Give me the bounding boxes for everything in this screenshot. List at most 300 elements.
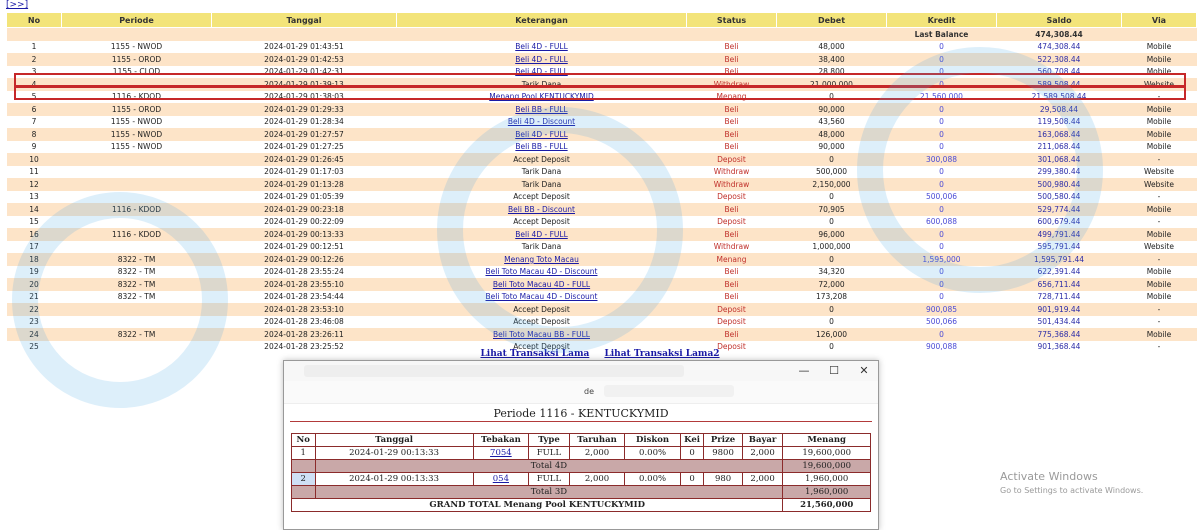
cell-no: 25 (7, 341, 62, 354)
cell-no: 24 (7, 328, 62, 341)
cell-keterangan[interactable] (397, 128, 687, 141)
cell-via: Website (1122, 78, 1197, 91)
keterangan-link[interactable]: Beli Toto Macau 4D - Discount (485, 292, 598, 302)
window-titlebar[interactable] (284, 361, 878, 381)
table-row (7, 228, 1197, 241)
header-status: Status (687, 13, 777, 28)
last-balance-label: Last Balance (887, 28, 997, 41)
cell-saldo: 163,068.44 (997, 128, 1122, 141)
cell-periode (62, 216, 212, 229)
cell-debet: 0 (777, 303, 887, 316)
header-via: Via (1122, 13, 1197, 28)
cell-via: - (1122, 91, 1197, 104)
cell-kredit: 0 (887, 41, 997, 54)
keterangan-link[interactable]: Beli Toto Macau 4D - FULL (492, 279, 591, 289)
cell-keterangan[interactable] (397, 203, 687, 216)
link-older-transactions-2[interactable]: Lihat Transaksi Lama2 (604, 349, 720, 359)
table-row (7, 253, 1197, 266)
cell-no: 19 (7, 266, 62, 279)
cell-debet: 48,000 (777, 128, 887, 141)
pool-prize: 980 (704, 473, 742, 486)
cell-saldo: 500,980.44 (997, 178, 1122, 191)
table-row (7, 291, 1197, 304)
table-row (7, 266, 1197, 279)
header-kredit: Kredit (887, 13, 997, 28)
cell-saldo: 522,308.44 (997, 53, 1122, 66)
cell-debet: 0 (777, 316, 887, 329)
cell-kredit: 0 (887, 66, 997, 79)
cell-via: Mobile (1122, 53, 1197, 66)
cell-status: Deposit (687, 303, 777, 316)
pool-detail-table (291, 433, 871, 512)
cell-no: 3 (7, 66, 62, 79)
cell-keterangan[interactable] (397, 253, 687, 266)
cell-keterangan: Accept Deposit (397, 316, 687, 329)
table-header-row (7, 13, 1197, 28)
pool-menang: 1,960,000 (783, 473, 871, 486)
cell-kredit: 0 (887, 278, 997, 291)
cell-periode: 1155 - NWOD (62, 128, 212, 141)
table-row (7, 316, 1197, 329)
cell-via: - (1122, 216, 1197, 229)
cell-tanggal: 2024-01-29 01:39:13 (212, 78, 397, 91)
keterangan-link[interactable]: Beli 4D - FULL (515, 54, 568, 64)
cell-saldo: 1,595,791.44 (997, 253, 1122, 266)
cell-kredit: 0 (887, 116, 997, 129)
cell-status: Beli (687, 203, 777, 216)
cell-keterangan[interactable] (397, 278, 687, 291)
cell-no: 18 (7, 253, 62, 266)
cell-kredit: 0 (887, 241, 997, 254)
cell-periode: 1155 - NWOD (62, 41, 212, 54)
keterangan-link[interactable]: Beli Toto Macau BB - FULL (493, 329, 590, 339)
cell-via: - (1122, 153, 1197, 166)
pool-total-label: Total 4D (315, 460, 783, 473)
keterangan-link[interactable]: Menang Toto Macau (504, 254, 579, 264)
cell-no: 4 (7, 78, 62, 91)
title-divider (290, 421, 872, 422)
cell-periode: 1155 - OROD (62, 103, 212, 116)
cell-tanggal: 2024-01-29 00:23:18 (212, 203, 397, 216)
cell-debet: 21,000,000 (777, 78, 887, 91)
cell-periode: 8322 - TM (62, 266, 212, 279)
cell-saldo: 728,711.44 (997, 291, 1122, 304)
keterangan-link[interactable]: Beli BB - Discount (507, 204, 575, 214)
cell-tanggal: 2024-01-29 01:42:31 (212, 66, 397, 79)
cell-kredit: 0 (887, 141, 997, 154)
cell-via: Mobile (1122, 266, 1197, 279)
cell-debet: 126,000 (777, 328, 887, 341)
pool-total-label: Total 3D (315, 486, 783, 499)
pool-kei: 0 (680, 447, 704, 460)
cell-tanggal: 2024-01-28 23:53:10 (212, 303, 397, 316)
pool-tanggal: 2024-01-29 00:13:33 (315, 447, 473, 460)
cell-status: Deposit (687, 316, 777, 329)
cell-via: - (1122, 316, 1197, 329)
table-row (7, 303, 1197, 316)
cell-keterangan[interactable] (397, 103, 687, 116)
cell-via: Mobile (1122, 103, 1197, 116)
cell-periode: 8322 - TM (62, 278, 212, 291)
cell-via: Mobile (1122, 66, 1197, 79)
pool-taruhan: 2,000 (569, 447, 625, 460)
cell-periode: 1116 - KDOD (62, 203, 212, 216)
cell-tanggal: 2024-01-29 01:27:57 (212, 128, 397, 141)
keterangan-link[interactable]: Beli 4D - FULL (515, 229, 568, 239)
cell-periode (62, 303, 212, 316)
cell-kredit: 500,066 (887, 316, 997, 329)
cell-via: Website (1122, 178, 1197, 191)
pool-diskon: 0.00% (625, 447, 681, 460)
cell-keterangan[interactable] (397, 328, 687, 341)
cell-kredit: 500,006 (887, 191, 997, 204)
cell-kredit: 900,088 (887, 341, 997, 354)
cell-saldo: 29,508.44 (997, 103, 1122, 116)
cell-via: Website (1122, 241, 1197, 254)
cell-periode: 8322 - TM (62, 253, 212, 266)
link-older-transactions[interactable]: Lihat Transaksi Lama (480, 349, 590, 359)
pool-total-value: 1,960,000 (783, 486, 871, 499)
cell-status: Deposit (687, 216, 777, 229)
cell-status: Deposit (687, 153, 777, 166)
last-balance-value: 474,308.44 (997, 28, 1122, 41)
cell-no: 15 (7, 216, 62, 229)
cell-saldo: 500,580.44 (997, 191, 1122, 204)
cell-status: Withdraw (687, 178, 777, 191)
cell-status: Withdraw (687, 241, 777, 254)
table-row (7, 128, 1197, 141)
cell-status: Withdraw (687, 166, 777, 179)
cell-tanggal: 2024-01-29 00:12:51 (212, 241, 397, 254)
cell-periode: 8322 - TM (62, 291, 212, 304)
cell-saldo: 589,508.44 (997, 78, 1122, 91)
header-saldo: Saldo (997, 13, 1122, 28)
table-row (7, 116, 1197, 129)
cell-debet: 43,560 (777, 116, 887, 129)
cell-kredit: 0 (887, 78, 997, 91)
cell-via: - (1122, 341, 1197, 354)
pool-header-row (292, 434, 871, 447)
close-icon[interactable]: ✕ (859, 364, 869, 377)
cell-via: - (1122, 253, 1197, 266)
pool-bayar: 2,000 (742, 447, 783, 460)
tebakan-link[interactable]: 7054 (490, 448, 512, 458)
grand-total-row (292, 499, 871, 512)
activate-windows-notice (1000, 470, 1143, 495)
cell-no: 6 (7, 103, 62, 116)
pool-row (292, 447, 871, 460)
table-row (7, 278, 1197, 291)
cell-saldo: 529,774.44 (997, 203, 1122, 216)
cell-no: 20 (7, 278, 62, 291)
pool-header-tanggal: Tanggal (315, 434, 473, 447)
cell-periode (62, 191, 212, 204)
cell-debet: 48,000 (777, 41, 887, 54)
cell-status: Withdraw (687, 78, 777, 91)
cell-status: Beli (687, 141, 777, 154)
cell-saldo: 775,368.44 (997, 328, 1122, 341)
cell-saldo: 21,589,508.44 (997, 91, 1122, 104)
header-keterangan: Keterangan (397, 13, 687, 28)
cell-tanggal: 2024-01-29 01:13:28 (212, 178, 397, 191)
cell-saldo: 501,434.44 (997, 316, 1122, 329)
cell-status: Beli (687, 128, 777, 141)
cell-via: Mobile (1122, 141, 1197, 154)
cell-keterangan: Accept Deposit (397, 153, 687, 166)
url-fragment: de (584, 387, 594, 396)
table-row (7, 103, 1197, 116)
cell-debet: 90,000 (777, 141, 887, 154)
cell-keterangan: Tarik Dana (397, 166, 687, 179)
pool-diskon: 0.00% (625, 473, 681, 486)
older-transactions-links (0, 349, 1200, 359)
pool-type: FULL (529, 447, 570, 460)
cell-saldo: 622,391.44 (997, 266, 1122, 279)
cell-status: Beli (687, 228, 777, 241)
cell-status: Beli (687, 328, 777, 341)
cell-kredit: 0 (887, 128, 997, 141)
cell-periode: 1155 - OROD (62, 53, 212, 66)
maximize-icon[interactable]: ☐ (829, 364, 839, 377)
cell-saldo: 211,068.44 (997, 141, 1122, 154)
cell-keterangan[interactable] (397, 66, 687, 79)
pool-header-diskon: Diskon (625, 434, 681, 447)
transaction-table (6, 12, 1197, 353)
cell-via: Mobile (1122, 328, 1197, 341)
cell-keterangan[interactable] (397, 291, 687, 304)
keterangan-link[interactable]: Beli 4D - FULL (515, 67, 568, 77)
cell-keterangan[interactable] (397, 53, 687, 66)
cell-periode (62, 166, 212, 179)
table-row (7, 141, 1197, 154)
keterangan-link[interactable]: Beli BB - FULL (515, 104, 568, 114)
cell-status: Beli (687, 266, 777, 279)
cell-kredit: 0 (887, 291, 997, 304)
cell-keterangan[interactable] (397, 141, 687, 154)
cell-periode (62, 178, 212, 191)
cell-via: Website (1122, 166, 1197, 179)
cell-tanggal: 2024-01-29 01:38:03 (212, 91, 397, 104)
cell-via: - (1122, 303, 1197, 316)
cell-keterangan: Accept Deposit (397, 303, 687, 316)
cell-via: Mobile (1122, 128, 1197, 141)
cell-no: 17 (7, 241, 62, 254)
cell-debet: 173,208 (777, 291, 887, 304)
cell-debet: 0 (777, 253, 887, 266)
cell-debet: 0 (777, 216, 887, 229)
pool-header-kei: Kei (680, 434, 704, 447)
pool-tebakan[interactable] (473, 473, 529, 486)
cell-periode: 1155 - CLOD (62, 66, 212, 79)
cell-status: Beli (687, 41, 777, 54)
keterangan-link[interactable]: Beli 4D - Discount (507, 117, 576, 127)
cell-no: 1 (7, 41, 62, 54)
pool-prize: 9800 (704, 447, 742, 460)
cell-via: Mobile (1122, 291, 1197, 304)
cell-status: Beli (687, 116, 777, 129)
header-debet: Debet (777, 13, 887, 28)
cell-tanggal: 2024-01-29 00:22:09 (212, 216, 397, 229)
cell-kredit: 0 (887, 166, 997, 179)
cell-keterangan[interactable] (397, 266, 687, 279)
cell-debet: 96,000 (777, 228, 887, 241)
cell-keterangan[interactable] (397, 116, 687, 129)
cell-kredit: 0 (887, 266, 997, 279)
cell-via: Mobile (1122, 41, 1197, 54)
cell-saldo: 299,380.44 (997, 166, 1122, 179)
cell-no: 12 (7, 178, 62, 191)
cell-tanggal: 2024-01-28 23:25:52 (212, 341, 397, 354)
cell-no: 22 (7, 303, 62, 316)
header-no: No (7, 13, 62, 28)
grand-total-value: 21,560,000 (783, 499, 871, 512)
pool-bayar: 2,000 (742, 473, 783, 486)
cell-debet: 90,000 (777, 103, 887, 116)
table-row (7, 203, 1197, 216)
pool-type: FULL (529, 473, 570, 486)
cell-saldo: 901,368.44 (997, 341, 1122, 354)
cell-no: 11 (7, 166, 62, 179)
table-row (7, 216, 1197, 229)
header-periode: Periode (62, 13, 212, 28)
cell-debet: 0 (777, 191, 887, 204)
cell-keterangan: Tarik Dana (397, 78, 687, 91)
cell-tanggal: 2024-01-29 01:27:25 (212, 141, 397, 154)
pool-header-bayar: Bayar (742, 434, 783, 447)
cell-status: Beli (687, 103, 777, 116)
cell-saldo: 595,791.44 (997, 241, 1122, 254)
table-row (7, 66, 1197, 79)
cell-periode: 1116 - KDOD (62, 91, 212, 104)
cell-via: Mobile (1122, 203, 1197, 216)
pool-header-prize: Prize (704, 434, 742, 447)
keterangan-link[interactable]: Beli 4D - FULL (515, 42, 568, 52)
cell-no: 5 (7, 91, 62, 104)
cell-status: Beli (687, 278, 777, 291)
table-row (7, 166, 1197, 179)
cell-no: 21 (7, 291, 62, 304)
cell-keterangan: Tarik Dana (397, 241, 687, 254)
cell-periode: 1155 - NWOD (62, 141, 212, 154)
cell-keterangan[interactable] (397, 91, 687, 104)
activate-windows-title: Activate Windows (1000, 470, 1098, 483)
cell-keterangan[interactable] (397, 228, 687, 241)
cell-tanggal: 2024-01-29 01:28:34 (212, 116, 397, 129)
last-balance-row (7, 28, 1197, 41)
pool-header-no: No (292, 434, 316, 447)
cell-keterangan: Accept Deposit (397, 216, 687, 229)
cell-tanggal: 2024-01-29 00:12:26 (212, 253, 397, 266)
table-row (7, 41, 1197, 54)
cell-kredit: 0 (887, 203, 997, 216)
pool-taruhan: 2,000 (569, 473, 625, 486)
pool-header-menang: Menang (783, 434, 871, 447)
pool-detail-window[interactable] (283, 360, 879, 530)
cell-keterangan[interactable] (397, 41, 687, 54)
cell-via: - (1122, 191, 1197, 204)
cell-keterangan: Tarik Dana (397, 178, 687, 191)
keterangan-link[interactable]: Beli Toto Macau 4D - Discount (485, 267, 598, 277)
pool-row (292, 473, 871, 486)
cell-saldo: 474,308.44 (997, 41, 1122, 54)
cell-periode: 1155 - NWOD (62, 116, 212, 129)
cell-kredit: 300,088 (887, 153, 997, 166)
cell-status: Menang (687, 91, 777, 104)
pool-header-taruhan: Taruhan (569, 434, 625, 447)
cell-kredit: 1,595,000 (887, 253, 997, 266)
cell-no: 13 (7, 191, 62, 204)
header-tanggal: Tanggal (212, 13, 397, 28)
blurred-url (604, 385, 734, 397)
cell-kredit: 0 (887, 328, 997, 341)
cell-saldo: 119,508.44 (997, 116, 1122, 129)
cell-tanggal: 2024-01-29 01:05:39 (212, 191, 397, 204)
cell-status: Beli (687, 53, 777, 66)
pool-tanggal: 2024-01-29 00:13:33 (315, 473, 473, 486)
cell-debet: 500,000 (777, 166, 887, 179)
cell-debet: 1,000,000 (777, 241, 887, 254)
cell-saldo: 656,711.44 (997, 278, 1122, 291)
cell-kredit: 0 (887, 178, 997, 191)
activate-windows-subtitle: Go to Settings to activate Windows. (1000, 486, 1144, 495)
cell-no: 16 (7, 228, 62, 241)
keterangan-link[interactable]: Menang Pool KENTUCKYMID (489, 92, 594, 102)
cell-debet: 34,320 (777, 266, 887, 279)
table-row (7, 53, 1197, 66)
next-page-link[interactable]: [>>] (6, 0, 29, 10)
pool-total-row (292, 486, 871, 499)
cell-debet: 70,905 (777, 203, 887, 216)
pool-tebakan[interactable] (473, 447, 529, 460)
address-bar[interactable] (284, 381, 878, 404)
pool-menang: 19,600,000 (783, 447, 871, 460)
cell-debet: 72,000 (777, 278, 887, 291)
pool-total-value: 19,600,000 (783, 460, 871, 473)
cell-status: Beli (687, 66, 777, 79)
cell-debet: 2,150,000 (777, 178, 887, 191)
cell-kredit: 0 (887, 228, 997, 241)
cell-tanggal: 2024-01-29 01:43:51 (212, 41, 397, 54)
table-row (7, 153, 1197, 166)
cell-status: Deposit (687, 341, 777, 354)
cell-saldo: 499,791.44 (997, 228, 1122, 241)
cell-no: 14 (7, 203, 62, 216)
cell-debet: 0 (777, 91, 887, 104)
cell-saldo: 600,679.44 (997, 216, 1122, 229)
pool-no: 1 (292, 447, 316, 460)
pool-header-type: Type (529, 434, 570, 447)
keterangan-link[interactable]: Beli BB - FULL (515, 142, 568, 152)
cell-no: 9 (7, 141, 62, 154)
cell-no: 23 (7, 316, 62, 329)
pool-header-tebakan: Tebakan (473, 434, 529, 447)
cell-status: Menang (687, 253, 777, 266)
pool-kei: 0 (680, 473, 704, 486)
cell-periode (62, 316, 212, 329)
tebakan-link[interactable]: 054 (492, 474, 509, 484)
cell-periode (62, 153, 212, 166)
cell-debet: 0 (777, 341, 887, 354)
cell-status: Deposit (687, 191, 777, 204)
cell-tanggal: 2024-01-28 23:55:24 (212, 266, 397, 279)
table-row (7, 178, 1197, 191)
pool-no: 2 (292, 473, 316, 486)
cell-debet: 0 (777, 153, 887, 166)
keterangan-link[interactable]: Beli 4D - FULL (515, 129, 568, 139)
minimize-icon[interactable]: — (798, 364, 810, 377)
table-row (7, 328, 1197, 341)
cell-tanggal: 2024-01-28 23:26:11 (212, 328, 397, 341)
